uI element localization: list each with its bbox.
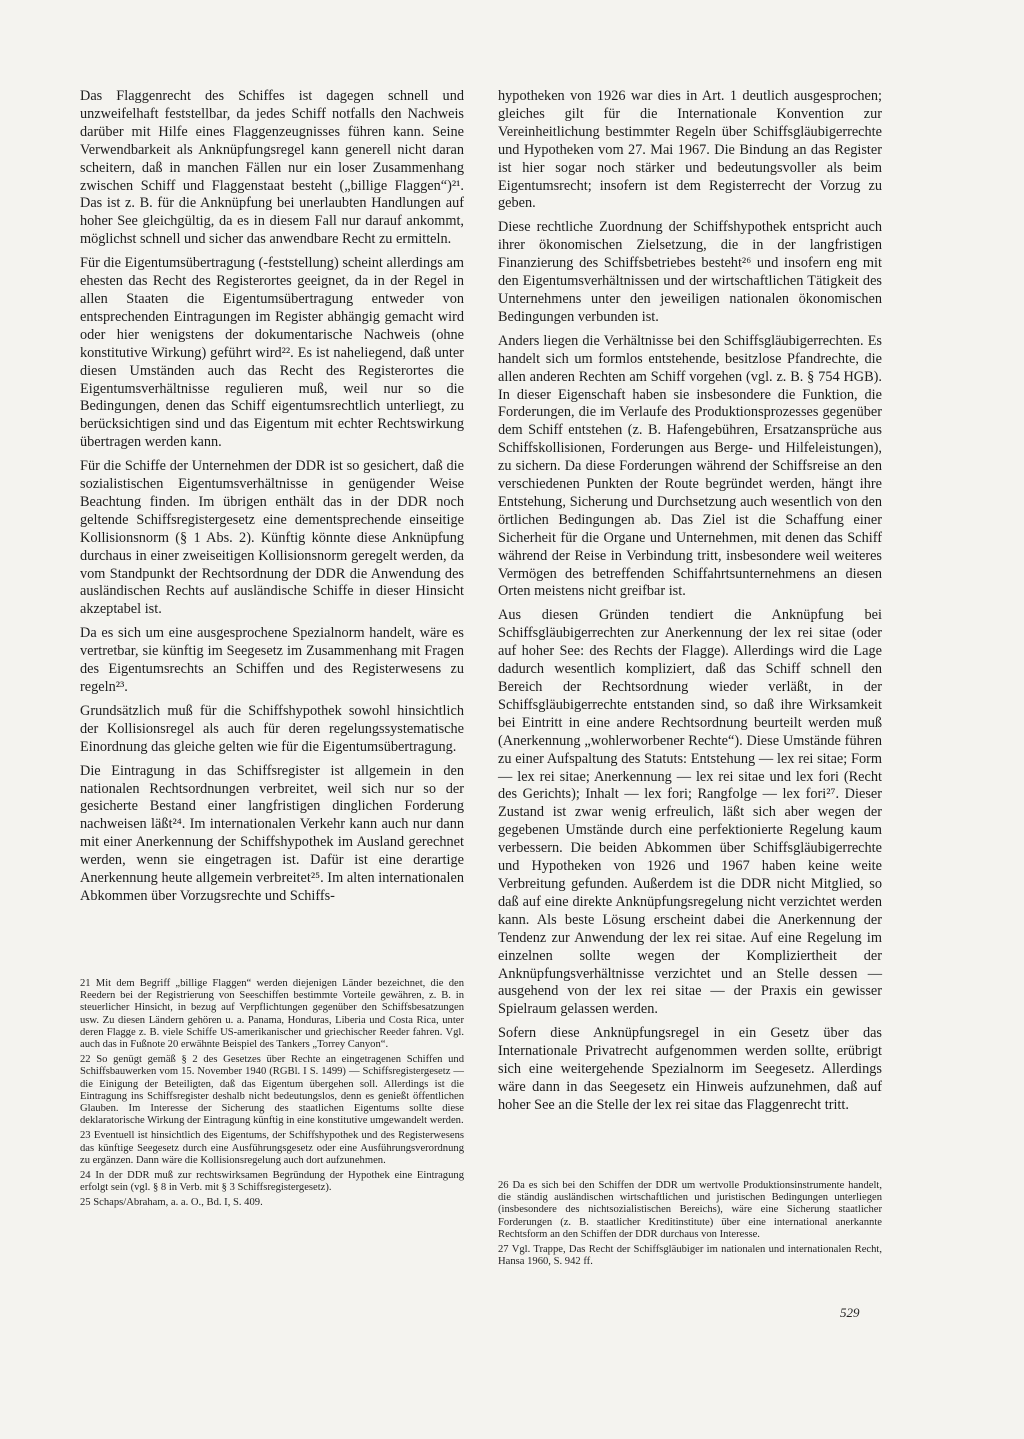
footnote: 23 Eventuell ist hinsichtlich des Eigentums, der Schiffshypothek und des Registerwesens das künftige Seegesetz durch eine Ausführungsgesetz oder eine Ausführungsverordnung zu ergänzen. Dann wäre die Kollisionsregelung auch dort aufzunehmen.: [80, 1130, 464, 1166]
paragraph: Da es sich um eine ausgesprochene Spezialnorm handelt, wäre es vertretbar, sie künftig im Seegesetz im Zusammenhang mit Fragen des Eigentumsrechts an Schiffen und des Registerwesens zu regeln²³.: [80, 625, 464, 695]
paragraph: Für die Schiffe der Unternehmen der DDR ist so gesichert, daß die sozialistischen Eigentumsverhältnisse in genügender Weise Beachtung finden. Im übrigen enthält das in der DDR noch geltende Schiffsregistergesetz eine dementsprechende einseitige Kollisionsnorm (§ 1 Abs. 2). Künftig könnte diese Anknüpfung durchaus in einer zweiseitigen Kollisionsnorm geregelt werden, da vom Standpunkt der Rechtsordnung der DDR die Anwendung des ausländischen Rechts auf ausländische Schiffe in dieser Hinsicht akzeptabel ist.: [80, 458, 464, 618]
paragraph: Die Eintragung in das Schiffsregister ist allgemein in den nationalen Rechtsordnungen verbreitet, weil sich nur so der gesicherte Bestand einer langfristigen dinglichen Forderung nachweisen läßt²⁴. Im internationalen Verkehr kann auch nur dann mit einer Anerkennung der Schiffshypothek im Ausland gerechnet werden, wenn sie eingetragen ist. Dafür ist eine derartige Anerkennung heute allgemein verbreitet²⁵. Im alten internationalen Abkommen über Vorzugsrechte und Schiffs-: [80, 762, 464, 904]
footnote: 27 Vgl. Trappe, Das Recht der Schiffsgläubiger im nationalen und internationalen Recht, Hansa 1960, S. 942 ff.: [498, 1244, 882, 1268]
footnote: 21 Mit dem Begriff „billige Flaggen“ werden diejenigen Länder bezeichnet, die den Reedern bei der Registrierung von Seeschiffen bestimmte Vorteile gewähren, z. B. in steuerlicher Hinsicht, in bezug auf Verpflichtungen gegenüber den Schiffsbesatzungen usw. Zu diesen Ländern gehören u. a. Panama, Honduras, Liberia und Costa Rica, unter deren Flagge z. B. viele Schiffe US-amerikanischer und griechischer Reeder fahren. Vgl. auch das in Fußnote 20 erwähnte Beispiel des Tankers „Torrey Canyon“.: [80, 978, 464, 1051]
paragraph: Das Flaggenrecht des Schiffes ist dagegen schnell und unzweifelhaft feststellbar, da jedes Schiff notfalls den Nachweis darüber mit Hilfe eines Flaggenzeugnisses führen kann. Seine Verwendbarkeit als Anknüpfungsregel kann generell nicht daran scheitern, daß in manchen Fällen nur ein loser Zusammenhang zwischen Schiff und Flaggenstaat besteht („billige Flaggen“)²¹. Das ist z. B. für die Anknüpfung bei unerlaubten Handlungen auf hoher See gleichgültig, da es in diesem Fall nur darauf ankommt, möglichst schnell und sicher das anwendbare Recht zu ermitteln.: [80, 88, 464, 248]
footnotes-left: [80, 978, 464, 1213]
footnote: 22 So genügt gemäß § 2 des Gesetzes über Rechte an eingetragenen Schiffen und Schiffsbauwerken vom 15. November 1940 (RGBl. I S. 1499) — Schiffsregistergesetz — die Einigung der Beteiligten, daß das Eigentum übergehen soll. Allerdings ist die Eintragung ins Schiffsregister deshalb nicht bedeutungslos, denn es genießt öffentlichen Glauben. Im Interesse der Sicherung des staatlichen Eigentums sollte diese deklaratorische Wirkung der Eintragung künftig in eine konstitutive umgewandelt werden.: [80, 1054, 464, 1127]
right-text-column: [498, 88, 882, 1121]
footnote: 25 Schaps/Abraham, a. a. O., Bd. I, S. 409.: [80, 1197, 263, 1209]
page-number: 529: [840, 1305, 860, 1320]
paragraph: Sofern diese Anknüpfungsregel in ein Gesetz über das Internationale Privatrecht aufgenommen werden sollte, erübrigt sich eine weitergehende Spezialnorm im Seegesetz. Allerdings wäre dann in das Seegesetz ein Hinweis aufzunehmen, daß auf hoher See an die Stelle der lex rei sitae das Flaggenrecht tritt.: [498, 1025, 882, 1113]
paragraph: Aus diesen Gründen tendiert die Anknüpfung bei Schiffsgläubigerrechten zur Anerkennung der lex rei sitae (oder auf hoher See: des Rechts der Flagge). Allerdings wird die Lage dadurch wesentlich kompliziert, daß das Schiff schnell den Bereich der Rechtsordnung wieder verläßt, in der Schiffsgläubigerrechte entstanden sind, so daß ihre Wirksamkeit bei Eintritt in eine andere Rechtsordnung beurteilt werden muß (Anerkennung „wohlerworbener Rechte“). Diese Umstände führen zu einer Aufspaltung des Statuts: Entstehung — lex rei sitae; Form — lex rei sitae; Anerkennung — lex rei sitae und lex fori (Recht des Gerichts); Inhalt — lex fori; Rangfolge — lex fori²⁷. Dieser Zustand ist zwar wenig erfreulich, läßt sich aber wegen der gegebenen Umstände durch eine perfektionierte Regelung kaum verbessern. Die beiden Abkommen über Schiffsgläubigerrechte und Hypotheken von 1926 und 1967 haben keine weite Verbreitung gefunden. Außerdem ist die DDR nicht Mitglied, so daß auf eine direkte Anknüpfungsregelung nicht verzichtet werden kann. Als beste Lösung erscheint dabei die Anerkennung der Tendenz zur Anwendung der lex rei sitae. Auf eine Regelung im einzelnen sollte wegen der Kompliziertheit der Anknüpfungsverhältnisse verzichtet und an Stelle dessen — ausgehend von der lex rei sitae — der Praxis ein gewisser Spielraum gelassen werden.: [498, 607, 882, 1018]
footnote: 24 In der DDR muß zur rechtswirksamen Begründung der Hypothek eine Eintragung erfolgt sein (vgl. § 8 in Verb. mit § 3 Schiffsregistergesetz).: [80, 1170, 464, 1194]
paragraph: Für die Eigentumsübertragung (-feststellung) scheint allerdings am ehesten das Recht des Registerortes geeignet, da in der Regel in allen Staaten die Eigentumsübertragung entweder von entsprechenden Eintragungen im Register abhängig gemacht wird oder hier wenigstens der dokumentarische Nachweis (ohne konstitutive Wirkung) geführt wird²². Es ist naheliegend, daß unter diesen Umständen auch das Recht des Registerortes die Eigentumsverhältnisse regulieren muß, weil nur so die Bedingungen, denen das Schiff eigentumsrechtlich unterliegt, zu berücksichtigen sind und das Eigentum mit echter Rechtswirkung übertragen werden kann.: [80, 255, 464, 451]
paragraph: Anders liegen die Verhältnisse bei den Schiffsgläubigerrechten. Es handelt sich um formlos entstehende, besitzlose Pfandrechte, die allen anderen Rechten am Schiff vorgehen (vgl. z. B. § 754 HGB). In dieser Eigenschaft haben sie insbesondere die Funktion, die Forderungen, die im Verlaufe des Produktionsprozesses gegenüber dem Schiff entstehen (z. B. Hafengebühren, Ersatzansprüche aus Schiffskollisionen, Forderungen aus Berge- und Hilfeleistungen), zu sichern. Da diese Forderungen während der Schiffsreise an den verschiedenen Punkten der Route begründet werden, hängt ihre Entstehung, Sicherung und Durchsetzung auch wesentlich von den örtlichen Bedingungen ab. Das Ziel ist die Schaffung einer Sicherheit für die Organe und Unternehmen, mit denen das Schiff während der Reise in Verbindung tritt, insbesondere weil weiteres Vermögen des betreffenden Schiffahrtsunternehmens an diesen Orten meistens nicht greifbar ist.: [498, 332, 882, 600]
paragraph: Diese rechtliche Zuordnung der Schiffshypothek entspricht auch ihrer ökonomischen Zielsetzung, die in der langfristigen Finanzierung des Schiffsbetriebes besteht²⁶ und insofern eng mit den Eigentumsverhältnissen und der wirtschaftlichen Tätigkeit des Unternehmens unter den jeweiligen nationalen ökonomischen Bedingungen verbunden ist.: [498, 219, 882, 325]
paragraph: Grundsätzlich muß für die Schiffshypothek sowohl hinsichtlich der Kollisionsregel als auch für deren regelungssystematische Einordnung das gleiche gelten wie für die Eigentumsübertragung.: [80, 702, 464, 755]
left-text-column: [80, 88, 464, 912]
paragraph: hypotheken von 1926 war dies in Art. 1 deutlich ausgesprochen; gleiches gilt für die Internationale Konvention zur Vereinheitlichung bestimmter Regeln über Schiffsgläubigerrechte und Hypotheken vom 27. Mai 1967. Die Bindung an das Register ist hier sogar noch stärker und bedeutungsvoller als beim Eigentumsrecht; insofern ist dem Registerrecht der Vorzug zu geben.: [498, 88, 882, 212]
footnote: 26 Da es sich bei den Schiffen der DDR um wertvolle Produktionsinstrumente handelt, die ständig ausländischen wirtschaftlichen und juristischen Bedingungen unterliegen (insbesondere des nichtsozialistischen Bereichs), wäre eine Sicherung staatlicher Forderungen (z. B. staatlicher Kreditinstitute) über eine international anerkannte Rechtsform an den Schiffen der DDR durchaus von Interesse.: [498, 1180, 882, 1240]
footnotes-right: [498, 1180, 882, 1271]
